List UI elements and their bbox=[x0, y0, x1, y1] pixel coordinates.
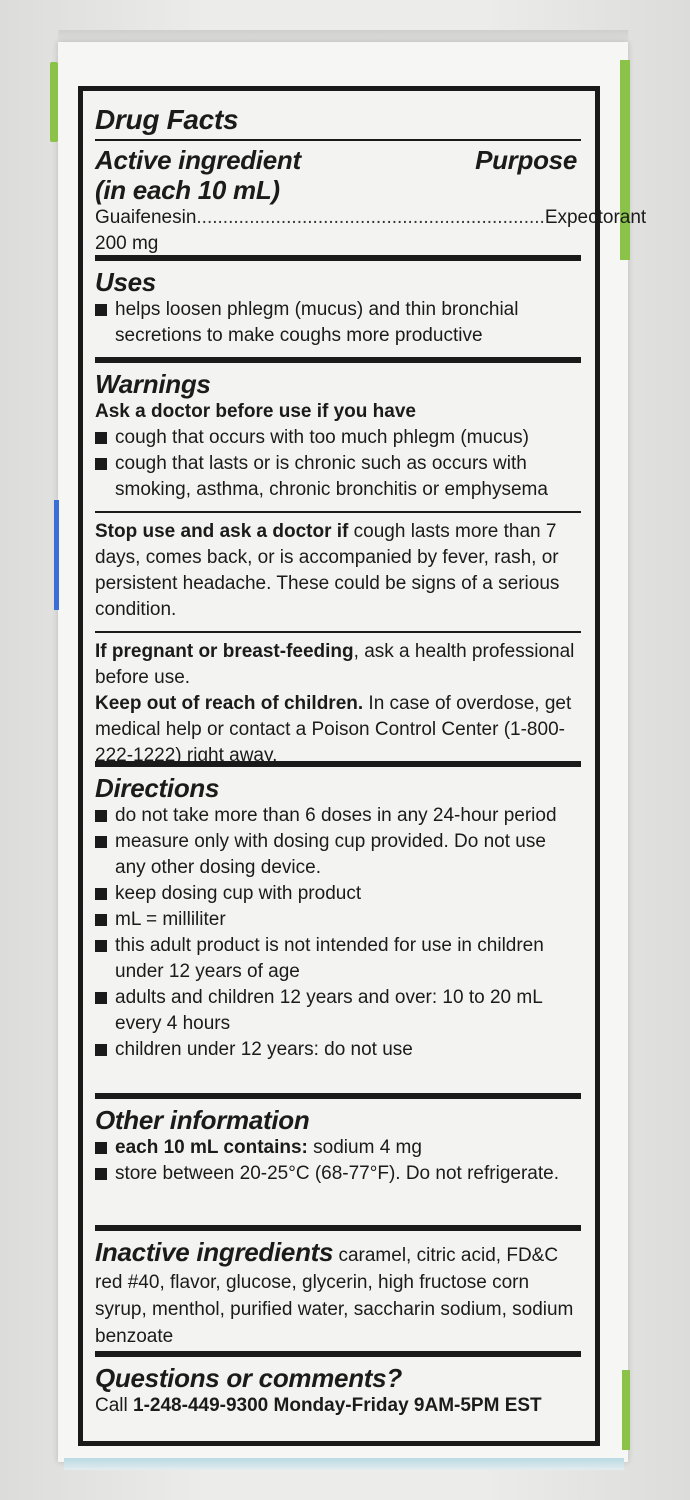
other-info-item: store between 20-25°C (68-77°F). Do not refrigerate. bbox=[95, 1161, 581, 1187]
questions-heading: Questions or comments? bbox=[95, 1363, 402, 1393]
direction-item: do not take more than 6 doses in any 24-hour period bbox=[95, 803, 581, 829]
active-ingredient-section bbox=[95, 104, 647, 261]
drug-facts-panel bbox=[78, 86, 647, 1446]
drug-facts-title: Drug Facts bbox=[95, 104, 239, 135]
bullet-icon bbox=[95, 1142, 107, 1154]
bullet-icon bbox=[95, 940, 107, 952]
warnings-section bbox=[95, 369, 581, 767]
bullet-icon bbox=[95, 1044, 107, 1056]
bullet-icon bbox=[95, 992, 107, 1004]
divider bbox=[95, 139, 581, 141]
direction-item: keep dosing cup with product bbox=[95, 881, 581, 907]
active-ingredient-heading: Active ingredient bbox=[95, 145, 301, 175]
questions-section bbox=[95, 1363, 581, 1425]
carton-blue-edge bbox=[54, 500, 59, 610]
divider bbox=[95, 511, 581, 513]
direction-item: this adult product is not intended for use in children under 12 years of age bbox=[95, 933, 581, 985]
ingredient-row bbox=[95, 205, 647, 257]
phone-hours: 1-248-449-9300 Monday-Friday 9AM-5PM EST bbox=[133, 1395, 542, 1416]
ingredient-name: Guaifenesin 200 mg bbox=[95, 207, 197, 254]
direction-item: adults and children 12 years and over: 10 to 20 mL every 4 hours bbox=[95, 985, 581, 1037]
ask-doctor-heading: Ask a doctor before use if you have bbox=[95, 401, 416, 422]
other-information-section bbox=[95, 1105, 581, 1231]
inactive-ingredients-section bbox=[95, 1237, 581, 1357]
bullet-icon bbox=[95, 810, 107, 822]
warning-item: cough that lasts or is chronic such as occurs with smoking, asthma, chronic bronchitis or emphysema bbox=[95, 451, 581, 503]
warnings-heading: Warnings bbox=[95, 369, 211, 399]
inactive-ingredients-text: Inactive ingredients caramel, citric acid, FD&C red #40, flavor, glucose, glycerin, high fructose corn syrup, menthol, purified water, saccharin sodium, sodium benzoate bbox=[95, 1237, 574, 1347]
bullet-icon bbox=[95, 1168, 107, 1180]
uses-section bbox=[95, 267, 581, 363]
uses-heading: Uses bbox=[95, 267, 156, 297]
pregnancy-warning: If pregnant or breast-feeding, ask a health professional before use. bbox=[95, 641, 575, 688]
direction-item: measure only with dosing cup provided. Do not use any other dosing device. bbox=[95, 829, 581, 881]
other-information-heading: Other information bbox=[95, 1105, 310, 1135]
stop-use-warning: Stop use and ask a doctor if cough lasts more than 7 days, comes back, or is accompanied by fever, rash, or persistent headache. These could be signs of a serious condition. bbox=[95, 521, 560, 620]
ingredient-purpose: Expectorant bbox=[544, 207, 647, 228]
directions-heading: Directions bbox=[95, 773, 220, 803]
carton-green-edge bbox=[50, 62, 58, 142]
divider bbox=[95, 631, 581, 633]
leader-dots: .................................................................. bbox=[196, 207, 545, 228]
directions-section bbox=[95, 773, 581, 1099]
bullet-icon bbox=[95, 888, 107, 900]
uses-item: helps loosen phlegm (mucus) and thin bronchial secretions to make coughs more productive bbox=[95, 297, 581, 349]
bullet-icon bbox=[95, 836, 107, 848]
inactive-ingredients-heading: Inactive ingredients bbox=[95, 1237, 334, 1267]
warning-item: cough that occurs with too much phlegm (mucus) bbox=[95, 425, 581, 451]
bullet-icon bbox=[95, 458, 107, 470]
carton-green-edge bbox=[622, 1370, 630, 1450]
active-ingredient-subheading: (in each 10 mL) bbox=[95, 175, 280, 205]
direction-item: children under 12 years: do not use bbox=[95, 1037, 581, 1063]
carton-bottom-edge bbox=[64, 1458, 624, 1470]
children-warning: Keep out of reach of children. In case of overdose, get medical help or contact a Poison Control Center (1-800-222-1222) right away. bbox=[95, 693, 572, 766]
other-info-item: each 10 mL contains: sodium 4 mg bbox=[95, 1135, 581, 1161]
bullet-icon bbox=[95, 432, 107, 444]
purpose-heading: Purpose bbox=[475, 145, 577, 175]
direction-item: mL = milliliter bbox=[95, 907, 581, 933]
bullet-icon bbox=[95, 304, 107, 316]
bullet-icon bbox=[95, 914, 107, 926]
contact-line: Call 1-248-449-9300 Monday-Friday 9AM-5PM EST bbox=[95, 1395, 542, 1416]
